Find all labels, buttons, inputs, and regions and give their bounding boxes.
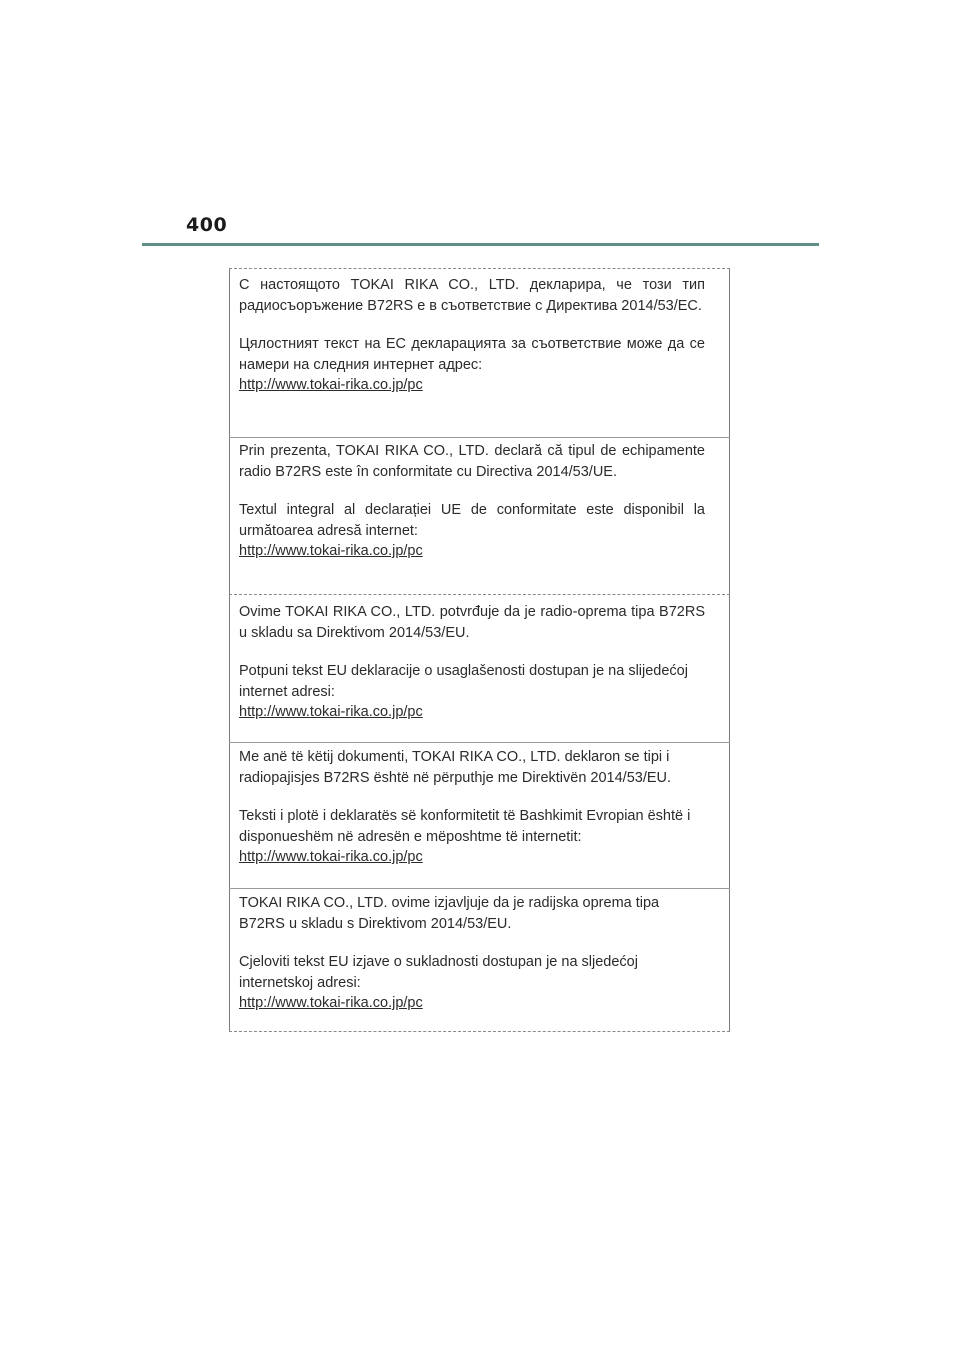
declaration-cell-albanian bbox=[239, 747, 705, 868]
row-divider bbox=[229, 742, 730, 743]
declaration-text: Ovime TOKAI RIKA CO., LTD. potvrđuje da je radio-oprema tipa B72RS u skladu sa Direktivom 2014/53/EU. bbox=[239, 604, 705, 641]
row-divider bbox=[229, 437, 730, 438]
declaration-table bbox=[229, 268, 730, 1032]
declaration-link[interactable]: http://www.tokai-rika.co.jp/pc bbox=[239, 543, 423, 559]
declaration-link[interactable]: http://www.tokai-rika.co.jp/pc bbox=[239, 377, 423, 393]
availability-text: Potpuni tekst EU deklaracije o usaglašenosti dostupan je na slijedećoj internet adresi: bbox=[239, 663, 688, 700]
availability-text: Cjeloviti tekst EU izjave o sukladnosti dostupan je na sljedećoj internetskoj adresi: bbox=[239, 954, 638, 991]
availability-text: Teksti i plotë i deklaratës së konformitetit të Bashkimit Evropian është i disponueshëm në adresën e mëposhtme të internetit: bbox=[239, 808, 691, 845]
page-number: 400 bbox=[186, 214, 228, 236]
declaration-text: Me anë të këtij dokumenti, TOKAI RIKA CO., LTD. deklaron se tipi i radiopajisjes B72RS është në përputhje me Direktivën 2014/53/EU. bbox=[239, 749, 672, 786]
table-border-top bbox=[229, 268, 730, 269]
header-rule bbox=[142, 243, 819, 246]
declaration-text: Prin prezenta, TOKAI RIKA CO., LTD. declară că tipul de echipamente radio B72RS este în conformitate cu Directiva 2014/53/UE. bbox=[239, 443, 705, 480]
declaration-cell-romanian bbox=[239, 441, 705, 562]
availability-text: Цялостният текст на ЕС декларацията за съответствие може да се намери на следния интернет адрес: bbox=[239, 336, 705, 373]
declaration-link[interactable]: http://www.tokai-rika.co.jp/pc bbox=[239, 849, 423, 865]
declaration-cell-bulgarian bbox=[239, 275, 705, 396]
declaration-cell-serbian bbox=[239, 602, 705, 723]
declaration-cell-croatian bbox=[239, 893, 705, 1014]
declaration-text: TOKAI RIKA CO., LTD. ovime izjavljuje da je radijska oprema tipa B72RS u skladu s Direktivom 2014/53/EU. bbox=[239, 895, 660, 932]
declaration-text: С настоящото TOKAI RIKA CO., LTD. декларира, че този тип радиосъоръжение B72RS е в съответствие с Директива 2014/53/EC. bbox=[239, 277, 705, 314]
row-divider bbox=[229, 888, 730, 889]
declaration-link[interactable]: http://www.tokai-rika.co.jp/pc bbox=[239, 995, 423, 1011]
table-border-right bbox=[729, 268, 730, 1032]
table-border-left bbox=[229, 268, 230, 1032]
row-divider bbox=[229, 594, 730, 595]
table-border-bottom bbox=[229, 1031, 730, 1032]
declaration-link[interactable]: http://www.tokai-rika.co.jp/pc bbox=[239, 704, 423, 720]
availability-text: Textul integral al declarației UE de conformitate este disponibil la următoarea adresă internet: bbox=[239, 502, 705, 539]
